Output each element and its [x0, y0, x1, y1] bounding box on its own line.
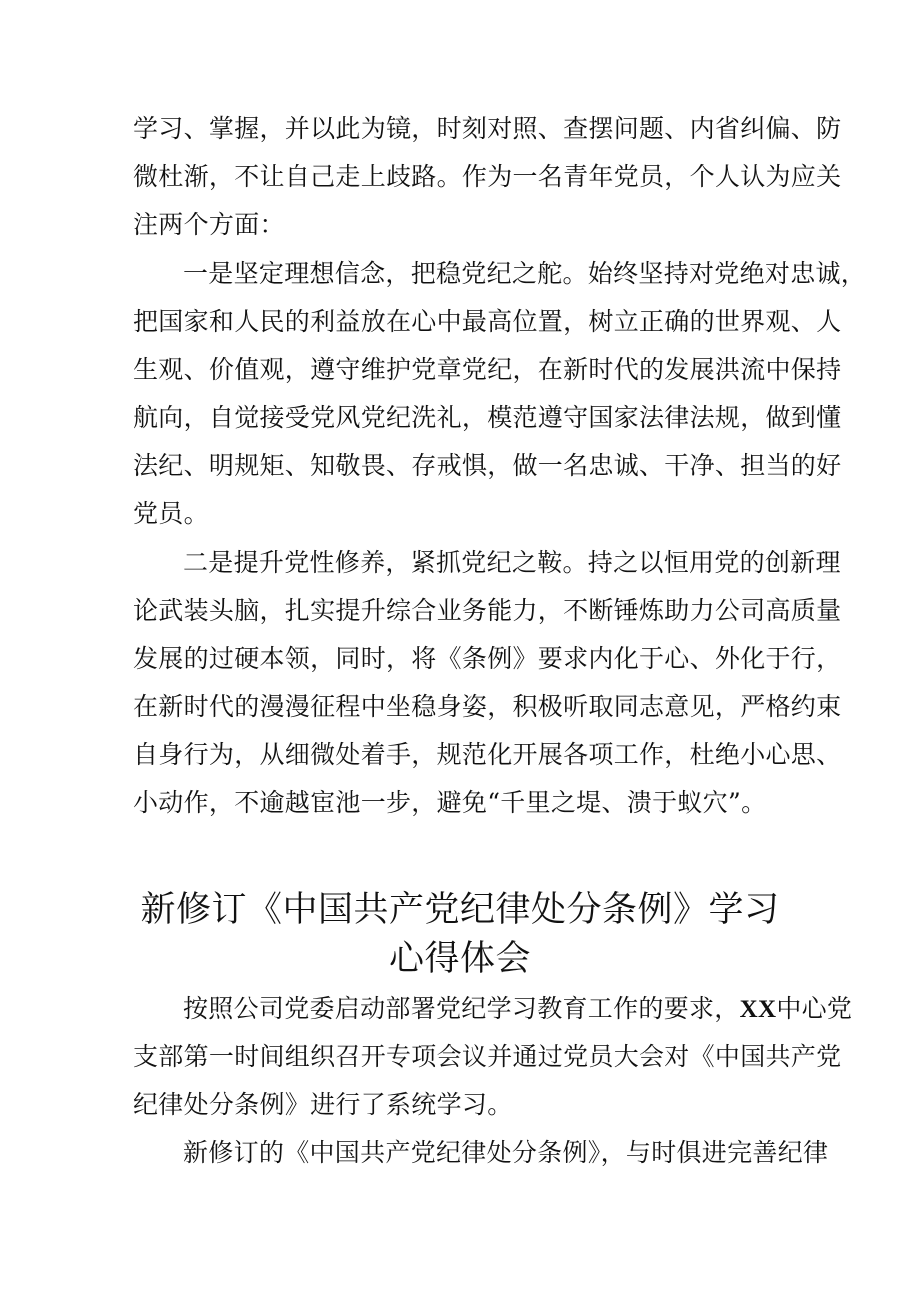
- text-span: 按照公司党委启动部署党纪学习教育工作的要求，: [183, 994, 740, 1023]
- paragraph-line: 发展的过硬本领，同时，将《条例》要求内化于心、外化于行，: [133, 644, 842, 673]
- paragraph-line: 法纪、明规矩、知敬畏、存戒惧，做一名忠诚、干净、担当的好: [133, 451, 842, 480]
- paragraph-line: 党员。: [133, 499, 209, 528]
- paragraph-line: 新修订的《中国共产党纪律处分条例》，与时俱进完善纪律: [183, 1138, 829, 1167]
- paragraph-line: 小动作，不逾越宦池一步，避免“千里之堤、溃于蚁穴”。: [133, 788, 767, 817]
- paragraph-line: 自身行为，从细微处着手，规范化开展各项工作，杜绝小心思、: [133, 740, 842, 769]
- paragraph-line: 把国家和人民的利益放在心中最高位置，树立正确的世界观、人: [133, 307, 842, 336]
- paragraph-line: 支部第一时间组织召开专项会议并通过党员大会对《中国共产党: [133, 1042, 842, 1071]
- org-placeholder: XX: [739, 996, 777, 1023]
- paragraph-line: 纪律处分条例》进行了系统学习。: [133, 1090, 513, 1119]
- article-title: 新修订《中国共产党纪律处分条例》学习: [140, 890, 780, 930]
- text-span: 中心党: [776, 994, 853, 1023]
- paragraph-line: 学习、掌握，并以此为镜，时刻对照、查摆问题、内省纠偏、防: [133, 114, 842, 143]
- paragraph-line: 航向，自觉接受党风党纪洗礼，模范遵守国家法律法规，做到懂: [133, 403, 842, 432]
- paragraph-line: 二是提升党性修养，紧抓党纪之鞍。持之以恒用党的创新理: [183, 548, 841, 577]
- paragraph-line: 论武装头脑，扎实提升综合业务能力，不断锤炼助力公司高质量: [133, 596, 842, 625]
- paragraph-line: [183, 994, 852, 1025]
- paragraph-line: 在新时代的漫漫征程中坐稳身姿，积极听取同志意见，严格约束: [133, 692, 842, 721]
- paragraph-line: 微杜渐，不让自己走上歧路。作为一名青年党员，个人认为应关: [133, 162, 842, 191]
- paragraph-line: 生观、价值观，遵守维护党章党纪，在新时代的发展洪流中保持: [133, 355, 842, 384]
- article-title-line2: 心得体会: [388, 939, 531, 979]
- paragraph-line: 注两个方面：: [133, 210, 285, 239]
- paragraph-line: 一是坚定理想信念，把稳党纪之舵。始终坚持对党绝对忠诚，: [183, 259, 867, 288]
